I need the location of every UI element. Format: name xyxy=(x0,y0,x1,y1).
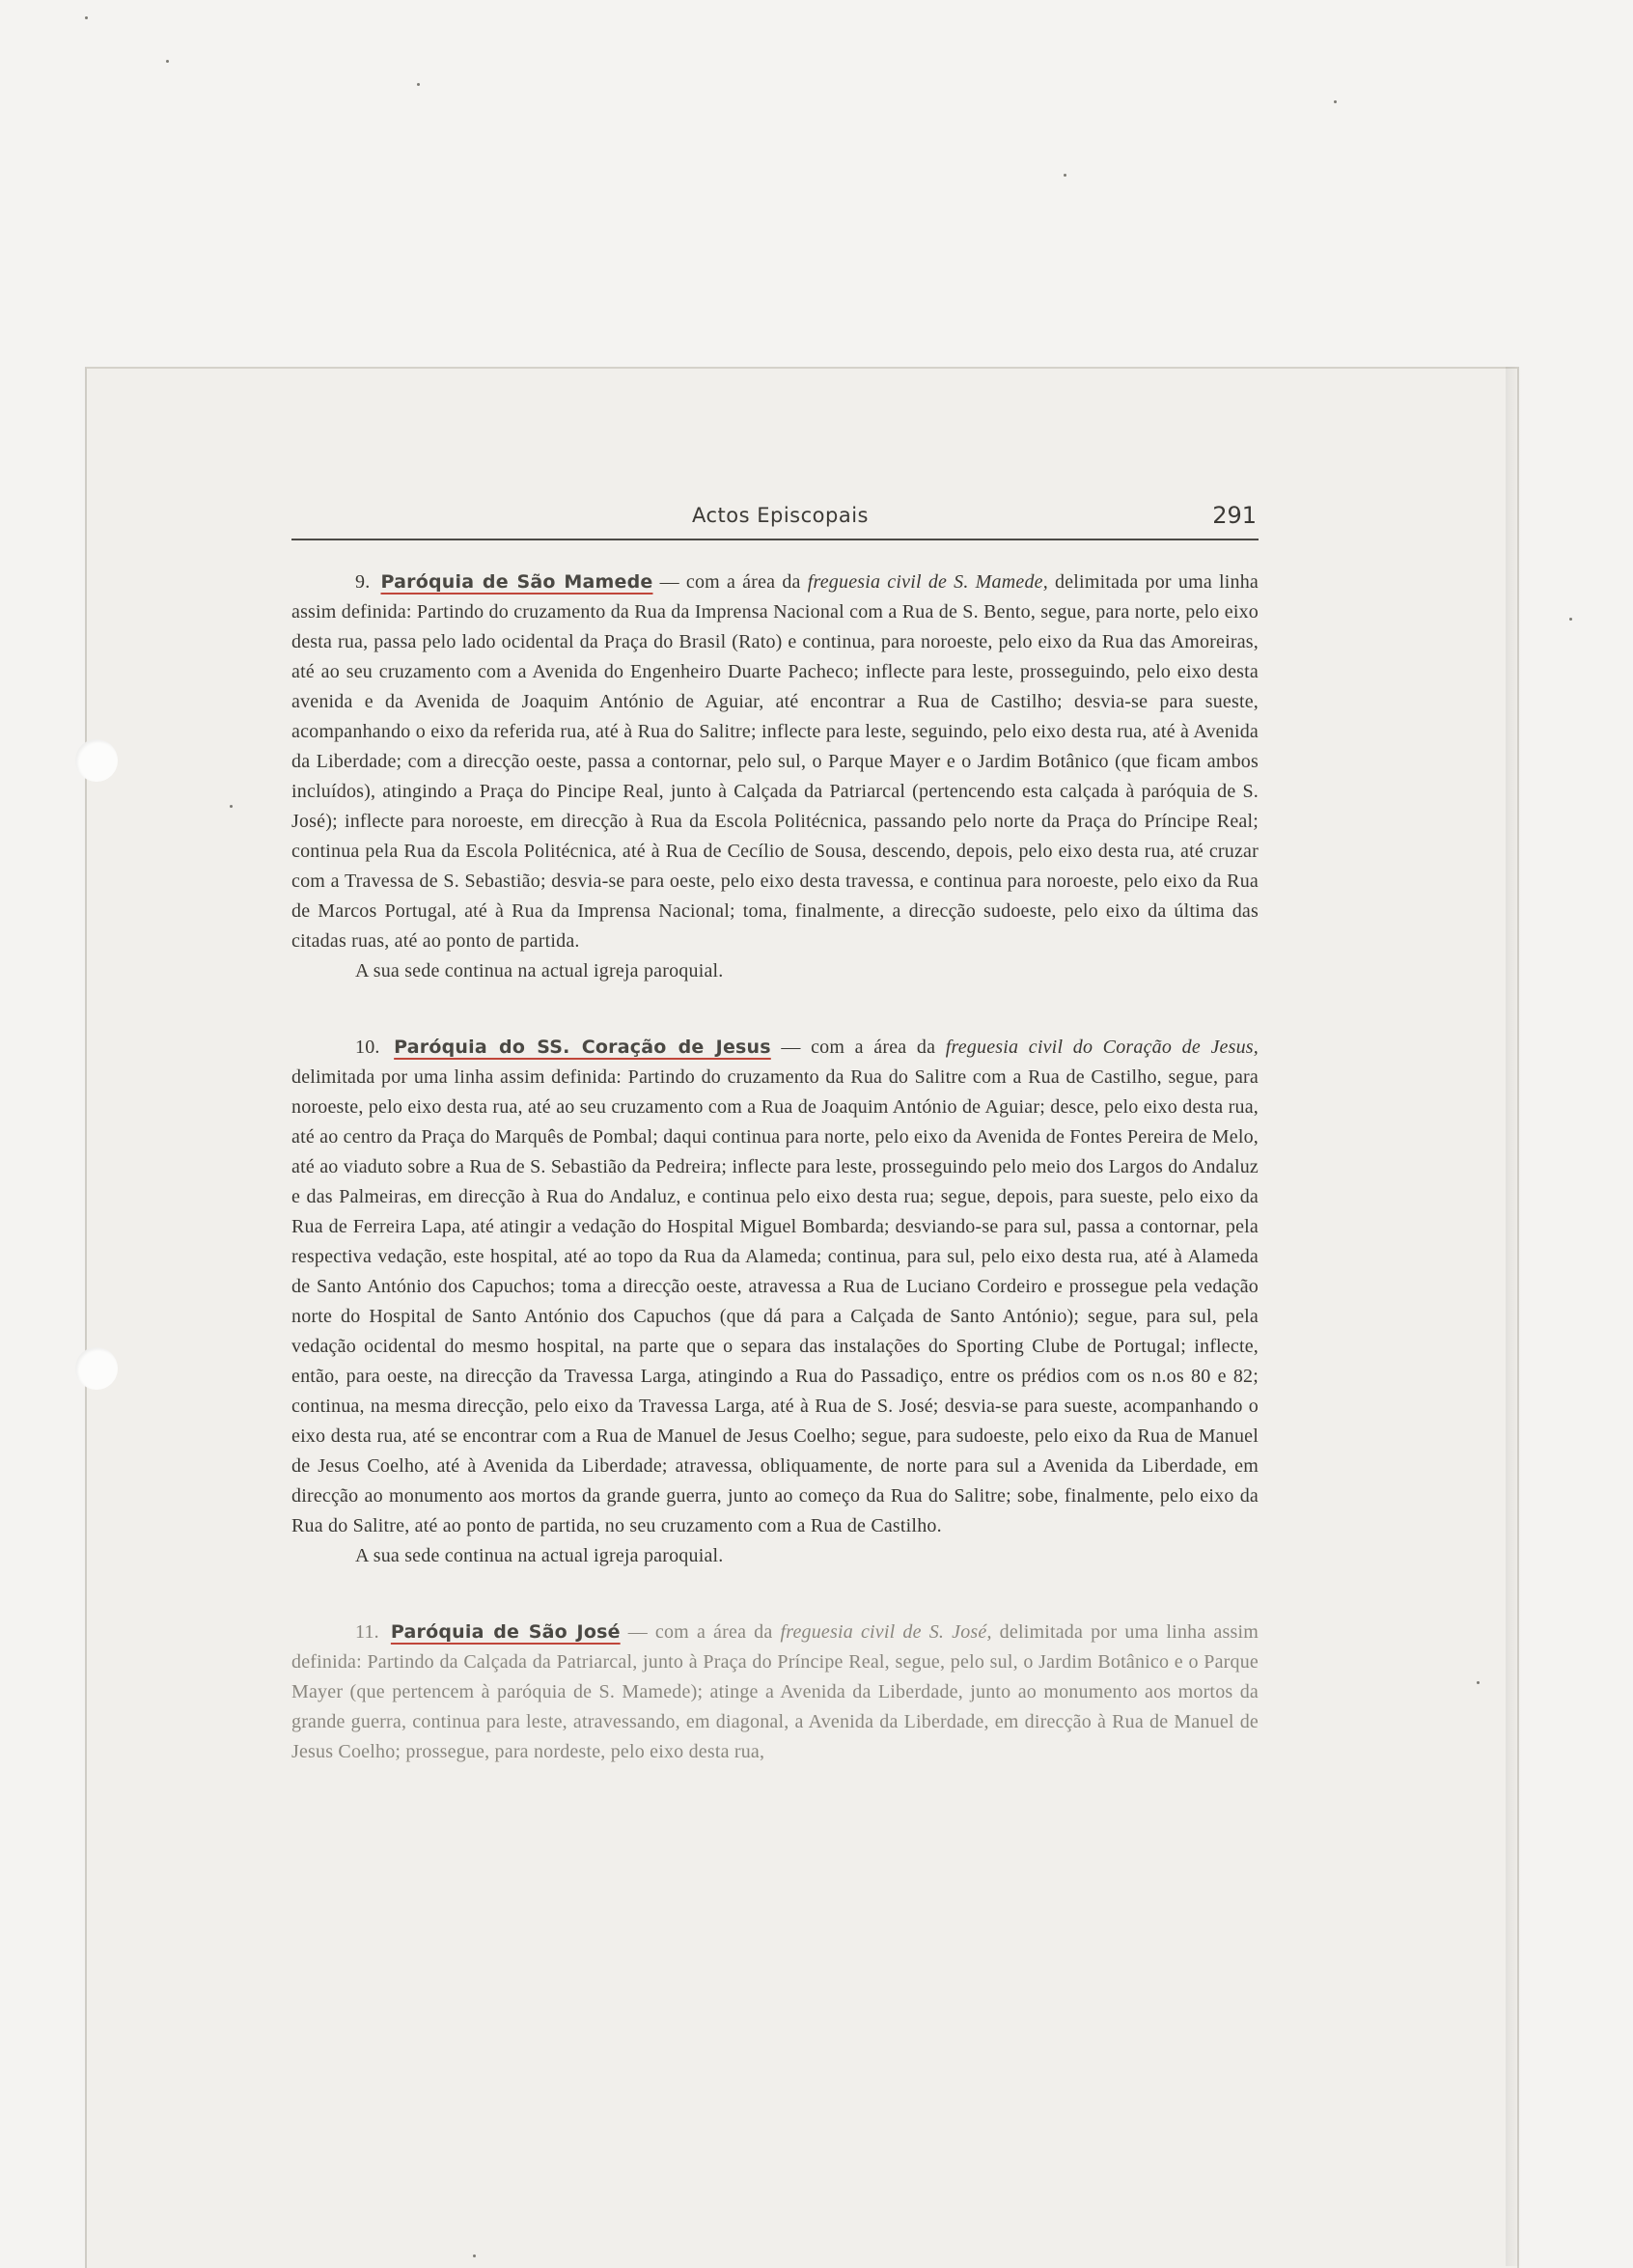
page-edge-shadow xyxy=(1506,367,1521,2266)
sede-note: A sua sede continua na actual igreja paroquial. xyxy=(355,1545,724,1566)
section-number: 9. xyxy=(355,571,371,593)
section-paragraph xyxy=(291,1618,1259,1767)
parish-name: Paróquia do SS. Coração de Jesus xyxy=(394,1037,771,1058)
dust-speck xyxy=(85,16,88,19)
punch-hole-bottom xyxy=(75,1347,118,1390)
section-intro: — com a área da xyxy=(652,571,808,593)
section-intro: — com a área da xyxy=(620,1621,781,1643)
civil-parish: freguesia civil de S. Mamede, xyxy=(807,571,1048,593)
dust-speck xyxy=(1334,100,1337,103)
boundary-text: delimitada por uma linha assim definida: Partindo do cruzamento da Rua do Salitre com a Rua de Castilho, segue, para noroeste, pelo eixo desta rua, até ao seu cruzamento com a Rua de Joaquim António de Aguiar; desce, pelo eixo desta rua, até ao centro da Praça do Marquês de Pombal; daqui continua para norte, pelo eixo da Avenida de Fontes Pereira de Melo, até ao viaduto sobre a Rua de S. Sebastião da Pedreira; inflecte para leste, prosseguindo pelo meio dos Largos do Andaluz e das Palmeiras, em direcção à Rua do Andaluz, e continua pelo eixo desta rua; segue, depois, para sueste, pelo eixo da Rua de Ferreira Lapa, até atingir a vedação do Hospital Miguel Bombarda; desviando-se para sul, passa a contornar, pela respectiva vedação, este hospital, até ao topo da Rua da Alameda; continua, para sul, pelo eixo desta rua, até à Alameda de Santo António dos Capuchos; toma a direcção oeste, atravessa a Rua de Luciano Cordeiro e prossegue pela vedação norte do Hospital de Santo António dos Capuchos (que dá para a Calçada de Santo António); segue, para sul, pela vedação ocidental do mesmo hospital, na parte que o separa das instalações do Sporting Clube de Portugal; inflecte, então, para oeste, na direcção da Travessa Larga, atingindo a Rua do Passadiço, entre os prédios com os n.os 80 e 82; continua, na mesma direcção, pelo eixo da Travessa Larga, até à Rua de S. José; desvia-se para sueste, acompanhando o eixo desta rua, até se encontrar com a Rua de Manuel de Jesus Coelho; segue, para sudoeste, pelo eixo da Rua de Manuel de Jesus Coelho, até à Avenida da Liberdade; atravessa, obliquamente, de norte para sul a Avenida da Liberdade, em direcção ao monumento aos mortos da grande guerra, junto ao começo da Rua do Salitre; sobe, finalmente, pelo eixo da Rua do Salitre, até ao ponto de partida, no seu cruzamento com a Rua de Castilho. xyxy=(291,1066,1259,1536)
dust-speck xyxy=(1569,618,1572,621)
sede-note: A sua sede continua na actual igreja paroquial. xyxy=(355,960,724,982)
dust-speck xyxy=(1477,1681,1480,1684)
civil-parish: freguesia civil do Coração de Jesus, xyxy=(945,1037,1259,1058)
section-number: 11. xyxy=(355,1621,379,1643)
dust-speck xyxy=(230,805,233,808)
document-body xyxy=(291,567,1259,1767)
dust-speck xyxy=(1064,174,1066,177)
dust-speck xyxy=(166,60,169,63)
boundary-text: delimitada por uma linha assim definida: Partindo do cruzamento da Rua da Imprensa Nacional com a Rua de S. Bento, segue, para norte, pelo eixo desta rua, passa pelo lado ocidental da Praça do Brasil (Rato) e continua, para noroeste, pelo eixo da Rua das Amoreiras, até ao seu cruzamento com a Avenida do Engenheiro Duarte Pacheco; inflecte para leste, prosseguindo, pelo eixo desta avenida e da Avenida de Joaquim António de Aguiar, até encontrar a Rua de Castilho; desvia-se para sueste, acompanhando o eixo da referida rua, até à Rua do Salitre; inflecte para leste, seguindo, pelo eixo desta rua, até à Avenida da Liberdade; com a direcção oeste, passa a contornar, pelo sul, o Parque Mayer e o Jardim Botânico (que ficam ambos incluídos), atingindo a Praça do Pincipe Real, junto à Calçada da Patriarcal (pertencendo esta calçada à paróquia de S. José); inflecte para noroeste, em direcção à Rua da Escola Politécnica, passando pelo norte da Praça do Príncipe Real; continua pela Rua da Escola Politécnica, até à Rua de Cecílio de Sousa, descendo, depois, pelo eixo desta rua, até cruzar com a Travessa de S. Sebastião; desvia-se para oeste, pelo eixo desta travessa, e continua para noroeste, pelo eixo da Rua de Marcos Portugal, até à Rua da Imprensa Nacional; toma, finalmente, a direcção sudoeste, pelo eixo da última das citadas ruas, até ao ponto de partida. xyxy=(291,571,1259,952)
section-intro: — com a área da xyxy=(770,1037,946,1058)
parish-name: Paróquia de São Mamede xyxy=(380,571,653,593)
boundary-text: delimitada por uma linha assim definida: Partindo da Calçada da Patriarcal, junto à Praça do Príncipe Real, segue, pelo sul, o Jardim Botânico e o Parque Mayer (que pertencem à paróquia de S. Mamede); atinge a Avenida da Liberdade, junto ao monumento aos mortos da grande guerra, continua para leste, atravessando, em diagonal, a Avenida da Liberdade, em direcção à Rua de Manuel de Jesus Coelho; prossegue, para nordeste, pelo eixo desta rua, xyxy=(291,1621,1259,1762)
dust-speck xyxy=(473,2254,476,2257)
civil-parish: freguesia civil de S. José, xyxy=(780,1621,992,1643)
page-number: 291 xyxy=(1212,502,1257,529)
section-paragraph xyxy=(291,567,1259,956)
parish-name: Paróquia de São José xyxy=(390,1621,621,1643)
section-number: 10. xyxy=(355,1037,380,1058)
punch-hole-top xyxy=(75,739,118,782)
section-paragraph xyxy=(291,1033,1259,1541)
dust-speck xyxy=(417,83,420,86)
page-header xyxy=(291,500,1259,540)
running-title: Actos Episcopais xyxy=(692,504,869,527)
